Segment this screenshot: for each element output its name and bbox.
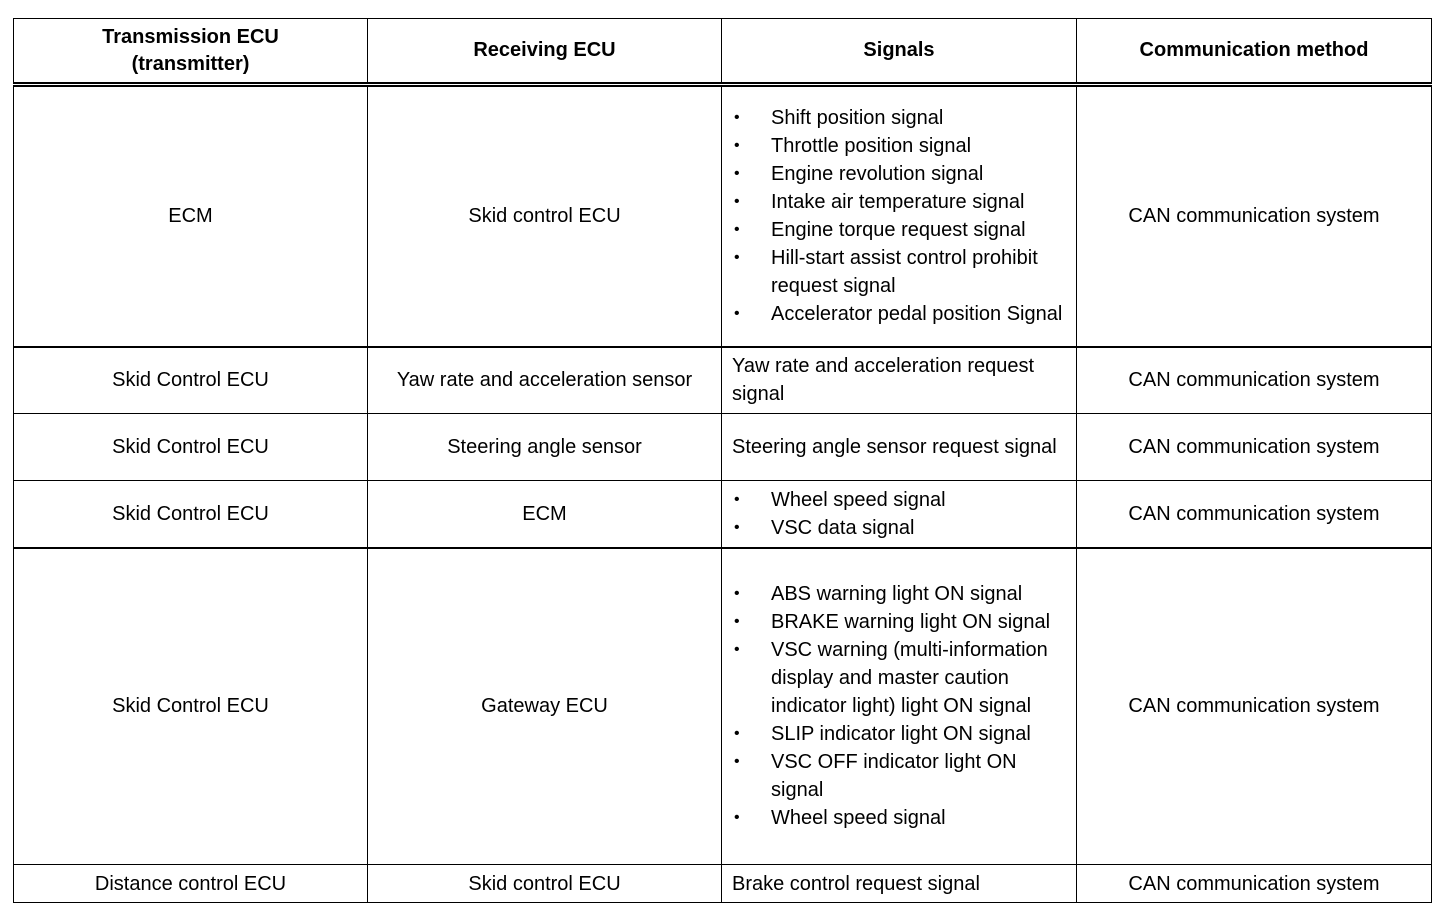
table-row: [14, 414, 1432, 481]
bullet-icon: •: [734, 809, 740, 827]
signal-text: VSC data signal: [771, 516, 915, 539]
signal-text: BRAKE warning light ON signal: [771, 611, 1051, 634]
table-row: [14, 481, 1432, 548]
signals-cell: [722, 85, 1077, 347]
header-signals: Signals: [722, 19, 1077, 85]
signal-item: [732, 104, 1066, 132]
signal-item: [732, 188, 1066, 216]
bullet-icon: •: [734, 585, 740, 603]
signal-item: [732, 580, 1066, 608]
receiver-cell: Steering angle sensor: [368, 414, 722, 481]
signal-list: [732, 486, 1066, 542]
signal-item: [732, 486, 1066, 514]
signal-text: Engine revolution signal: [771, 163, 984, 186]
signal-item: [732, 636, 1066, 720]
method-cell: CAN communication system: [1077, 481, 1432, 548]
signal-item: [732, 720, 1066, 748]
method-cell: CAN communication system: [1077, 85, 1432, 347]
transmitter-cell: Skid Control ECU: [14, 481, 368, 548]
bullet-icon: •: [734, 518, 740, 536]
transmitter-cell: ECM: [14, 85, 368, 347]
ecu-communication-table: [13, 18, 1432, 903]
table-row: [14, 85, 1432, 347]
signals-cell: Yaw rate and acceleration request signal: [722, 347, 1077, 414]
signal-text: Shift position signal: [771, 107, 944, 130]
signal-item: [732, 132, 1066, 160]
bullet-icon: •: [734, 137, 740, 155]
method-cell: CAN communication system: [1077, 414, 1432, 481]
signal-text: Wheel speed signal: [771, 488, 946, 511]
bullet-icon: •: [734, 249, 740, 267]
bullet-icon: •: [734, 725, 740, 743]
signal-text: Intake air temperature signal: [771, 191, 1025, 214]
signal-item: [732, 804, 1066, 832]
signals-cell: Brake control request signal: [722, 865, 1077, 903]
signal-list: [732, 104, 1066, 328]
header-row: [14, 19, 1432, 85]
signal-text: SLIP indicator light ON signal: [771, 723, 1031, 746]
signal-text: Accelerator pedal position Signal: [771, 303, 1063, 326]
bullet-icon: •: [734, 221, 740, 239]
receiver-cell: Skid control ECU: [368, 85, 722, 347]
signal-text: Engine torque request signal: [771, 219, 1026, 242]
receiver-cell: ECM: [368, 481, 722, 548]
transmitter-cell: Skid Control ECU: [14, 414, 368, 481]
bullet-icon: •: [734, 753, 740, 771]
signal-text: Throttle position signal: [771, 135, 972, 158]
header-transmitter-line1: Transmission ECU: [102, 25, 279, 48]
bullet-icon: •: [734, 490, 740, 508]
header-transmitter: [14, 19, 368, 85]
signal-item: [732, 160, 1066, 188]
bullet-icon: •: [734, 641, 740, 659]
signals-cell: [722, 481, 1077, 548]
table-row: [14, 548, 1432, 865]
table-row: [14, 865, 1432, 903]
signal-text: ABS warning light ON signal: [771, 583, 1023, 606]
method-cell: CAN communication system: [1077, 548, 1432, 865]
signal-text: Wheel speed signal: [771, 807, 946, 830]
transmitter-cell: Distance control ECU: [14, 865, 368, 903]
header-transmitter-line2: (transmitter): [131, 52, 250, 75]
signals-cell: Steering angle sensor request signal: [722, 414, 1077, 481]
bullet-icon: •: [734, 305, 740, 323]
table-row: [14, 347, 1432, 414]
transmitter-cell: Skid Control ECU: [14, 347, 368, 414]
signal-list: [732, 580, 1066, 832]
bullet-icon: •: [734, 613, 740, 631]
receiver-cell: Yaw rate and acceleration sensor: [368, 347, 722, 414]
method-cell: CAN communication system: [1077, 865, 1432, 903]
signal-item: [732, 514, 1066, 542]
receiver-cell: Gateway ECU: [368, 548, 722, 865]
bullet-icon: •: [734, 193, 740, 211]
signal-text: Hill-start assist control prohibit request signal: [771, 247, 1038, 298]
signal-item: [732, 216, 1066, 244]
transmitter-cell: Skid Control ECU: [14, 548, 368, 865]
receiver-cell: Skid control ECU: [368, 865, 722, 903]
bullet-icon: •: [734, 165, 740, 183]
signal-item: [732, 748, 1066, 804]
signal-text: VSC OFF indicator light ON signal: [771, 751, 1017, 802]
signal-item: [732, 300, 1066, 328]
signals-cell: [722, 548, 1077, 865]
header-receiver: Receiving ECU: [368, 19, 722, 85]
method-cell: CAN communication system: [1077, 347, 1432, 414]
signal-item: [732, 244, 1066, 300]
signal-item: [732, 608, 1066, 636]
bullet-icon: •: [734, 109, 740, 127]
signal-text: VSC warning (multi-information display and master caution indicator light) light ON signal: [771, 639, 1048, 718]
header-method: Communication method: [1077, 19, 1432, 85]
